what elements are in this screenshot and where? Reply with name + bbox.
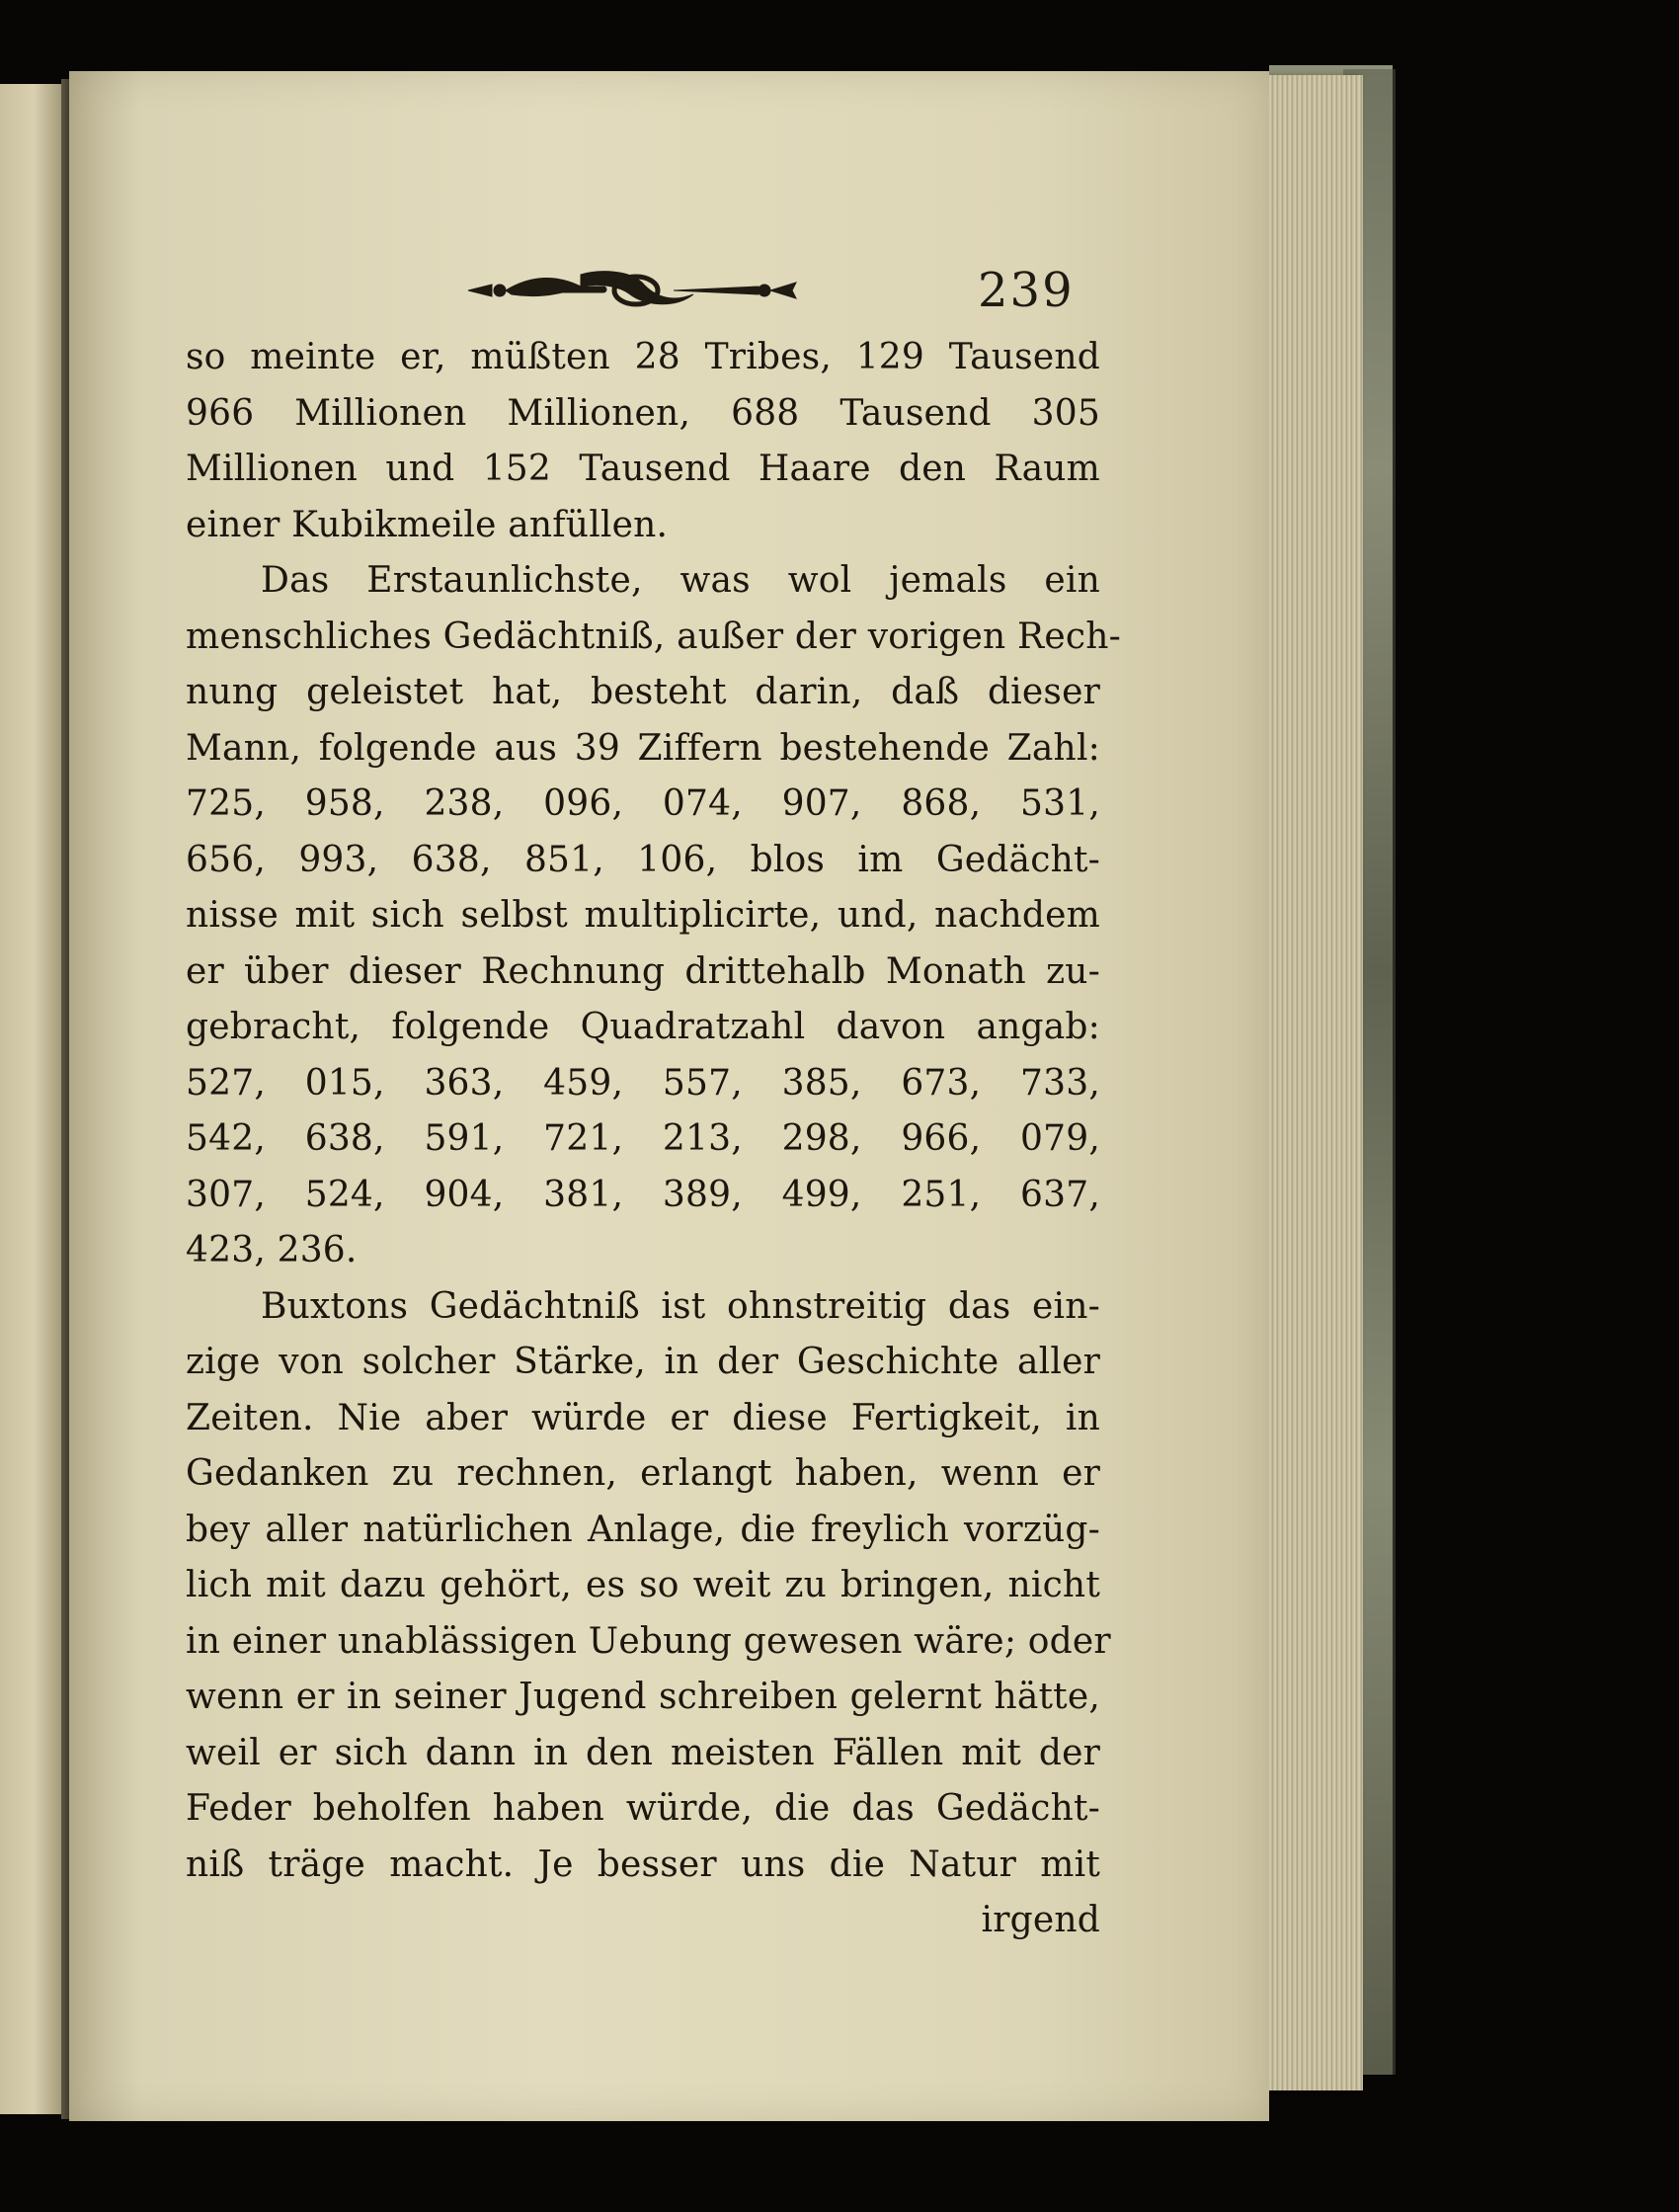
text-line: wenn er in seiner Jugend schreiben gelernt hätte, (186, 1677, 1100, 1717)
text-line: 542, 638, 591, 721, 213, 298, 966, 079, (186, 1118, 1100, 1159)
flourish-ornament-icon (462, 269, 802, 308)
catchword: irgend (981, 1900, 1100, 1940)
text-line: menschliches Gedächtniß, außer der vorigen Rech- (186, 615, 1121, 657)
text-line: einer Kubikmeile anfüllen. (186, 504, 669, 545)
body-text (186, 330, 1121, 1949)
text-line: niß träge macht. Je besser uns die Natur mit (186, 1843, 1100, 1885)
previous-page-edge (0, 84, 61, 2114)
text-line: Gedanken zu rechnen, erlangt haben, wenn er (186, 1453, 1100, 1494)
text-line: Mann, folgende aus 39 Ziffern bestehende Zahl: (186, 727, 1100, 769)
text-line: 966 Millionen Millionen, 688 Tausend 305 (186, 392, 1100, 434)
page-header (69, 259, 1269, 328)
text-line: 423, 236. (186, 1230, 358, 1270)
text-line: 725, 958, 238, 096, 074, 907, 868, 531, (186, 783, 1100, 824)
text-line: Feder beholfen haben würde, die das Gedächt- (186, 1788, 1100, 1829)
text-line: Das Erstaunlichste, was wol jemals ein (261, 560, 1100, 601)
text-line: gebracht, folgende Quadratzahl davon angab: (186, 1007, 1100, 1047)
text-line: er über dieser Rechnung drittehalb Monath zu- (186, 950, 1100, 992)
text-line: Millionen und 152 Tausend Haare den Raum (186, 449, 1100, 489)
text-line: 307, 524, 904, 381, 389, 499, 251, 637, (186, 1174, 1100, 1215)
text-line: weil er sich dann in den meisten Fällen mit der (186, 1732, 1100, 1773)
page-edges-stack (1264, 75, 1363, 2090)
text-line: in einer unablässigen Uebung gewesen wäre; oder (186, 1620, 1111, 1662)
text-line: 656, 993, 638, 851, 106, blos im Gedächt- (186, 839, 1100, 880)
text-line: so meinte er, müßten 28 Tribes, 129 Tausend (186, 337, 1100, 377)
text-line: bey aller natürlichen Anlage, die freylich vorzüg- (186, 1509, 1100, 1550)
text-line: nisse mit sich selbst multiplicirte, und, nachdem (186, 895, 1100, 936)
text-line: nung geleistet hat, besteht darin, daß dieser (186, 672, 1100, 712)
book-page (69, 71, 1269, 2121)
text-line: Buxtons Gedächtniß ist ohnstreitig das ein- (261, 1285, 1100, 1327)
text-line: lich mit dazu gehört, es so weit zu bringen, nicht (186, 1565, 1100, 1605)
page-number: 239 (978, 263, 1075, 318)
text-line: Zeiten. Nie aber würde er diese Fertigkeit, in (186, 1397, 1100, 1438)
text-line: 527, 015, 363, 459, 557, 385, 673, 733, (186, 1062, 1100, 1104)
text-line: zige von solcher Stärke, in der Geschichte aller (186, 1342, 1100, 1382)
